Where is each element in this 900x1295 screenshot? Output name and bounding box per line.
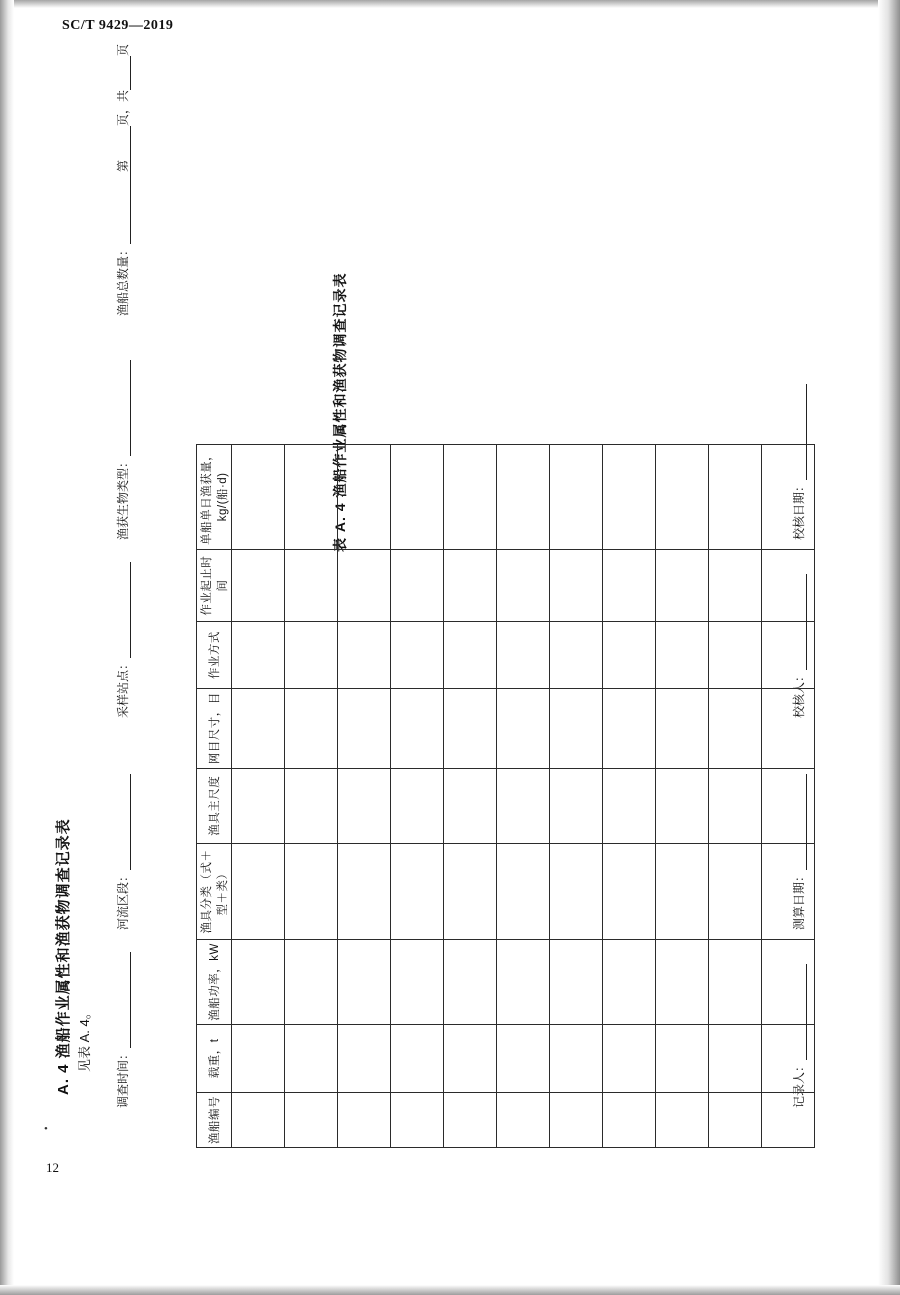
cell-operation-mode[interactable] (232, 622, 285, 688)
field-sampling-site-label: 采样站点： (116, 657, 130, 718)
field-sampling-site-value[interactable] (118, 562, 131, 658)
cell-tonnage[interactable] (285, 1024, 338, 1092)
cell-gear-class[interactable] (285, 843, 338, 939)
cell-operation-mode[interactable] (550, 622, 603, 688)
cell-power[interactable] (444, 940, 497, 1025)
table-row[interactable] (656, 445, 709, 1148)
cell-vessel-id[interactable] (338, 1093, 391, 1148)
cell-tonnage[interactable] (656, 1024, 709, 1092)
cell-mesh-size[interactable] (762, 688, 815, 768)
field-survey-time-label: 调查时间： (116, 1047, 130, 1108)
col-header-gear-class: 渔具分类（式＋型＋类） (197, 843, 232, 939)
table-header-row (197, 445, 232, 1148)
cell-operation-mode[interactable] (603, 622, 656, 688)
cell-tonnage[interactable] (391, 1024, 444, 1092)
table-caption: 表 A. 4 渔船作业属性和渔获物调查记录表 (332, 272, 348, 552)
table-row[interactable] (391, 445, 444, 1148)
cell-daily-catch[interactable] (762, 445, 815, 550)
cell-mesh-size[interactable] (550, 688, 603, 768)
field-measure-date-label: 测算日期： (792, 869, 806, 930)
clause-see-table: 见表 A. 4。 (77, 1006, 92, 1072)
page-of-prefix: 第 (116, 159, 130, 172)
field-catch-biota-type-value[interactable] (118, 360, 131, 456)
cell-tonnage[interactable] (762, 1024, 815, 1092)
cell-gear-class[interactable] (444, 843, 497, 939)
field-recorder-label: 记录人： (792, 1059, 806, 1108)
record-table-wrapper (196, 444, 815, 1148)
cell-operation-time[interactable] (391, 549, 444, 622)
cell-gear-class[interactable] (603, 843, 656, 939)
cell-operation-time[interactable] (603, 549, 656, 622)
table-row[interactable] (497, 445, 550, 1148)
cell-daily-catch[interactable] (656, 445, 709, 550)
record-table (196, 444, 815, 1148)
col-header-gear-dimension: 渔具主尺度 (197, 768, 232, 843)
table-row[interactable] (603, 445, 656, 1148)
cell-operation-time[interactable] (444, 549, 497, 622)
cell-daily-catch[interactable] (497, 445, 550, 550)
cell-vessel-id[interactable] (550, 1093, 603, 1148)
cell-tonnage[interactable] (603, 1024, 656, 1092)
table-body (232, 445, 815, 1148)
cell-tonnage[interactable] (550, 1024, 603, 1092)
cell-daily-catch[interactable] (603, 445, 656, 550)
cell-gear-class[interactable] (709, 843, 762, 939)
cell-daily-catch[interactable] (550, 445, 603, 550)
cell-power[interactable] (232, 940, 285, 1025)
field-survey-time-value[interactable] (118, 952, 131, 1048)
cell-gear-class[interactable] (762, 843, 815, 939)
cell-gear-dimension[interactable] (603, 768, 656, 843)
table-row[interactable] (709, 445, 762, 1148)
cell-daily-catch[interactable] (444, 445, 497, 550)
cell-power[interactable] (391, 940, 444, 1025)
field-river-section-label: 河流区段： (116, 869, 130, 930)
cell-mesh-size[interactable] (656, 688, 709, 768)
cell-mesh-size[interactable] (497, 688, 550, 768)
field-sampling-site[interactable] (114, 562, 131, 718)
field-river-section[interactable] (114, 774, 131, 930)
cell-gear-dimension[interactable] (656, 768, 709, 843)
table-row[interactable] (232, 445, 285, 1148)
cell-gear-dimension[interactable] (285, 768, 338, 843)
field-catch-biota-type-label: 渔获生物类型： (116, 455, 130, 540)
table-row[interactable] (338, 445, 391, 1148)
cell-mesh-size[interactable] (285, 688, 338, 768)
cell-operation-mode[interactable] (391, 622, 444, 688)
cell-gear-class[interactable] (497, 843, 550, 939)
cell-operation-time[interactable] (232, 549, 285, 622)
cell-tonnage[interactable] (709, 1024, 762, 1092)
cell-gear-dimension[interactable] (391, 768, 444, 843)
cell-operation-mode[interactable] (497, 622, 550, 688)
clause-heading: A. 4 渔船作业属性和渔获物调查记录表 (55, 818, 72, 1095)
cell-gear-class[interactable] (338, 843, 391, 939)
col-header-operation-mode: 作业方式 (197, 622, 232, 688)
page-of-middle: 页，共 (116, 89, 130, 126)
cell-operation-time[interactable] (762, 549, 815, 622)
cell-operation-time[interactable] (550, 549, 603, 622)
field-check-date-label: 校核日期： (792, 479, 806, 540)
cell-operation-mode[interactable] (338, 622, 391, 688)
cell-operation-time[interactable] (497, 549, 550, 622)
table-row[interactable] (285, 445, 338, 1148)
field-vessel-total[interactable] (114, 148, 131, 316)
cell-tonnage[interactable] (444, 1024, 497, 1092)
col-header-power: 渔船功率，kW (197, 940, 232, 1025)
field-survey-time[interactable] (114, 952, 131, 1108)
field-catch-biota-type[interactable] (114, 360, 131, 540)
cell-power[interactable] (709, 940, 762, 1025)
cell-gear-class[interactable] (391, 843, 444, 939)
cell-daily-catch[interactable] (232, 445, 285, 550)
cell-operation-time[interactable] (285, 549, 338, 622)
cell-gear-class[interactable] (656, 843, 709, 939)
cell-gear-dimension[interactable] (232, 768, 285, 843)
cell-tonnage[interactable] (338, 1024, 391, 1092)
cell-power[interactable] (656, 940, 709, 1025)
cell-gear-dimension[interactable] (762, 768, 815, 843)
cell-mesh-size[interactable] (391, 688, 444, 768)
cell-mesh-size[interactable] (338, 688, 391, 768)
cell-vessel-id[interactable] (497, 1093, 550, 1148)
col-header-vessel-id: 渔船编号 (197, 1093, 232, 1148)
field-vessel-total-label: 渔船总数量： (116, 243, 130, 316)
standard-code-header: SC/T 9429—2019 (62, 18, 174, 33)
cell-vessel-id[interactable] (656, 1093, 709, 1148)
table-row[interactable] (444, 445, 497, 1148)
field-river-section-value[interactable] (118, 774, 131, 870)
cell-gear-dimension[interactable] (709, 768, 762, 843)
cell-operation-time[interactable] (709, 549, 762, 622)
cell-operation-mode[interactable] (444, 622, 497, 688)
cell-power[interactable] (603, 940, 656, 1025)
cell-gear-dimension[interactable] (444, 768, 497, 843)
cell-vessel-id[interactable] (762, 1093, 815, 1148)
cell-power[interactable] (497, 940, 550, 1025)
cell-mesh-size[interactable] (603, 688, 656, 768)
cell-operation-mode[interactable] (656, 622, 709, 688)
field-page-of[interactable] (114, 44, 131, 172)
cell-vessel-id[interactable] (285, 1093, 338, 1148)
page-of-current[interactable] (118, 126, 131, 160)
table-row[interactable] (550, 445, 603, 1148)
cell-gear-class[interactable] (232, 843, 285, 939)
cell-gear-dimension[interactable] (338, 768, 391, 843)
col-header-mesh-size: 网目尺寸，目 (197, 688, 232, 768)
cell-mesh-size[interactable] (232, 688, 285, 768)
col-header-tonnage: 载重，t (197, 1024, 232, 1092)
cell-operation-mode[interactable] (285, 622, 338, 688)
cell-tonnage[interactable] (232, 1024, 285, 1092)
cell-daily-catch[interactable] (709, 445, 762, 550)
cell-tonnage[interactable] (497, 1024, 550, 1092)
cell-power[interactable] (338, 940, 391, 1025)
table-row[interactable] (762, 445, 815, 1148)
cell-daily-catch[interactable] (285, 445, 338, 550)
cell-daily-catch[interactable] (338, 445, 391, 550)
cell-gear-dimension[interactable] (497, 768, 550, 843)
cell-operation-time[interactable] (338, 549, 391, 622)
cell-vessel-id[interactable] (232, 1093, 285, 1148)
cell-operation-time[interactable] (656, 549, 709, 622)
cell-vessel-id[interactable] (709, 1093, 762, 1148)
cell-mesh-size[interactable] (444, 688, 497, 768)
cell-operation-mode[interactable] (762, 622, 815, 688)
cell-vessel-id[interactable] (391, 1093, 444, 1148)
field-checker-label: 校核人： (792, 669, 806, 718)
page-number: 12 (46, 1160, 59, 1175)
cell-vessel-id[interactable] (444, 1093, 497, 1148)
col-header-operation-time: 作业起止时间 (197, 549, 232, 622)
cell-mesh-size[interactable] (709, 688, 762, 768)
cell-operation-mode[interactable] (709, 622, 762, 688)
cell-gear-dimension[interactable] (550, 768, 603, 843)
col-header-daily-catch: 单船单日渔获量，kg/(船·d) (197, 445, 232, 550)
cell-power[interactable] (550, 940, 603, 1025)
page-of-suffix: 页 (116, 43, 130, 56)
page-of-total[interactable] (118, 56, 131, 90)
cell-daily-catch[interactable] (391, 445, 444, 550)
cell-power[interactable] (285, 940, 338, 1025)
scan-corner-mark: • (44, 1123, 48, 1135)
cell-vessel-id[interactable] (603, 1093, 656, 1148)
cell-power[interactable] (762, 940, 815, 1025)
cell-gear-class[interactable] (550, 843, 603, 939)
